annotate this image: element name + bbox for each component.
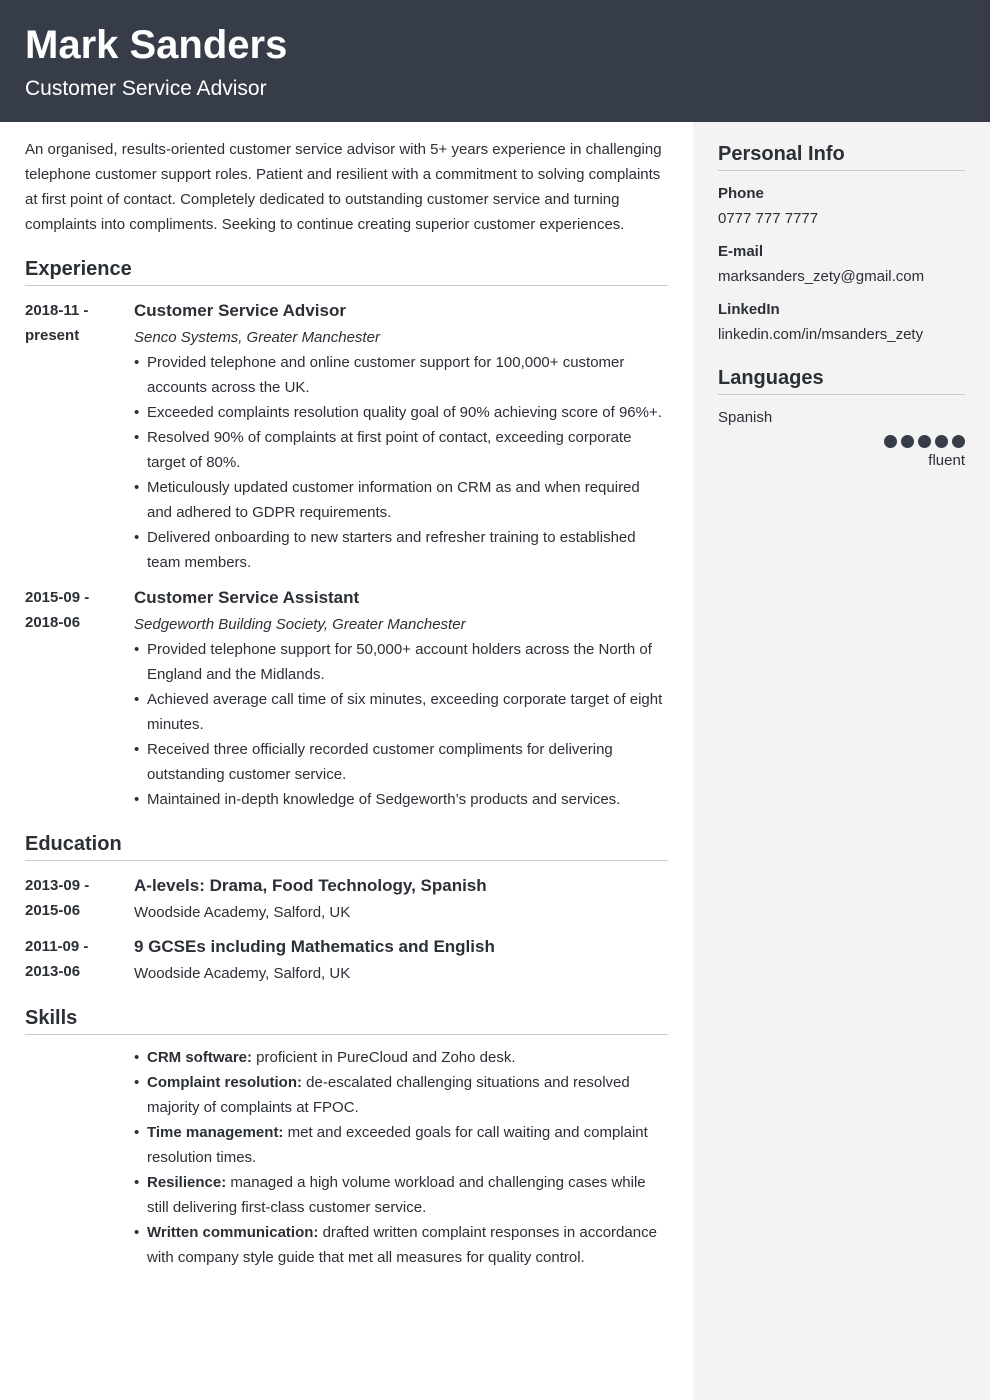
linkedin-label: LinkedIn (718, 301, 780, 318)
date-end: 2013-06 (25, 963, 81, 980)
list-item: • Meticulously updated customer information on CRM as and when required and adhered to GDPR requirements. (134, 475, 668, 525)
list-item (134, 1120, 668, 1170)
list-item: • Delivered onboarding to new starters and refresher training to established team members. (134, 525, 668, 575)
skills-list (134, 1045, 668, 1270)
date-end: 2015-06 (25, 902, 81, 919)
degree-title: A-levels: Drama, Food Technology, Spanish (134, 876, 487, 895)
list-item: • Provided telephone support for 50,000+ account holders across the North of England and the Midlands. (134, 637, 668, 687)
skill-name: CRM software: (147, 1049, 253, 1066)
experience-entry (25, 298, 668, 575)
rating-dot (884, 435, 897, 448)
degree-title: 9 GCSEs including Mathematics and English (134, 937, 495, 956)
email-label: E-mail (718, 243, 764, 260)
education-entry (25, 873, 668, 925)
experience-entry (25, 585, 668, 812)
list-item (134, 1170, 668, 1220)
skill-name: Time management: (147, 1124, 284, 1141)
education-heading: Education (25, 830, 668, 861)
skill-description: drafted written complaint responses in accordance with company style guide that met all measures for quality control. (147, 1224, 657, 1266)
list-item (134, 1045, 668, 1070)
main-column (25, 137, 668, 1270)
skill-name: Written communication: (147, 1224, 319, 1241)
date-start: 2013-09 - (25, 877, 90, 894)
entry-date (25, 585, 134, 812)
skills-entry (25, 1045, 668, 1270)
skill-description: de-escalated challenging situations and resolved majority of complaints at FPOC. (147, 1074, 630, 1116)
school-name: Woodside Academy, Salford, UK (134, 965, 351, 982)
language-rating (718, 435, 965, 448)
list-item: • Achieved average call time of six minutes, exceeding corporate target of eight minutes. (134, 687, 668, 737)
skill-description: managed a high volume workload and challenging cases while still delivering first-class customer service. (147, 1174, 646, 1216)
rating-dot (935, 435, 948, 448)
list-item: • Maintained in-depth knowledge of Sedgeworth’s products and services. (134, 787, 668, 812)
job-title: Customer Service Advisor (134, 301, 346, 320)
date-end: 2018-06 (25, 614, 81, 631)
list-item: • Received three officially recorded customer compliments for delivering outstanding customer service. (134, 737, 668, 787)
education-entry (25, 934, 668, 986)
list-item: • Exceeded complaints resolution quality goal of 90% achieving score of 96%+. (134, 400, 668, 425)
list-item (134, 1070, 668, 1120)
school-name: Woodside Academy, Salford, UK (134, 904, 351, 921)
linkedin-value: linkedin.com/in/msanders_zety (718, 326, 924, 343)
phone-label: Phone (718, 185, 764, 202)
list-item (134, 1220, 668, 1270)
language-name: Spanish (718, 409, 773, 426)
list-item: • Resolved 90% of complaints at first point of contact, exceeding corporate target of 80%. (134, 425, 668, 475)
skill-description: met and exceeded goals for call waiting and complaint resolution times. (147, 1124, 648, 1166)
date-start: 2018-11 - (25, 302, 89, 319)
language-level: fluent (928, 452, 965, 469)
date-end: present (25, 327, 80, 344)
skill-description: proficient in PureCloud and Zoho desk. (252, 1049, 516, 1066)
email-value: marksanders_zety@gmail.com (718, 268, 925, 285)
languages-section (718, 364, 965, 473)
candidate-name: Mark Sanders (25, 23, 288, 67)
skill-name: Complaint resolution: (147, 1074, 302, 1091)
rating-dot (901, 435, 914, 448)
entry-date (25, 873, 134, 925)
phone-value: 0777 777 7777 (718, 210, 819, 227)
skill-name: Resilience: (147, 1174, 227, 1191)
languages-heading: Languages (718, 364, 965, 395)
rating-dot (952, 435, 965, 448)
date-start: 2011-09 - (25, 938, 89, 955)
rating-dot (918, 435, 931, 448)
entry-date (25, 934, 134, 986)
entry-date (25, 298, 134, 575)
profile-summary: An organised, results-oriented customer service advisor with 5+ years experience in challenging telephone customer support roles. Patient and resilient with a commitment to solving complaints at first point of contact. Completely dedicated to outstanding customer service and turning complaints into compliments. Seeking to continue creating superior customer experiences. (25, 141, 662, 233)
company: Senco Systems, Greater Manchester (134, 329, 380, 346)
personal-info-section (718, 140, 965, 347)
job-title: Customer Service Assistant (134, 588, 360, 607)
personal-info-heading: Personal Info (718, 140, 965, 171)
job-bullets (134, 637, 668, 812)
resume-header (0, 0, 990, 122)
job-bullets (134, 350, 668, 575)
experience-heading: Experience (25, 255, 668, 286)
date-start: 2015-09 - (25, 589, 90, 606)
list-item: • Provided telephone and online customer support for 100,000+ customer accounts across the UK. (134, 350, 668, 400)
candidate-title: Customer Service Advisor (25, 77, 267, 100)
skills-heading: Skills (25, 1004, 668, 1035)
company: Sedgeworth Building Society, Greater Manchester (134, 616, 466, 633)
